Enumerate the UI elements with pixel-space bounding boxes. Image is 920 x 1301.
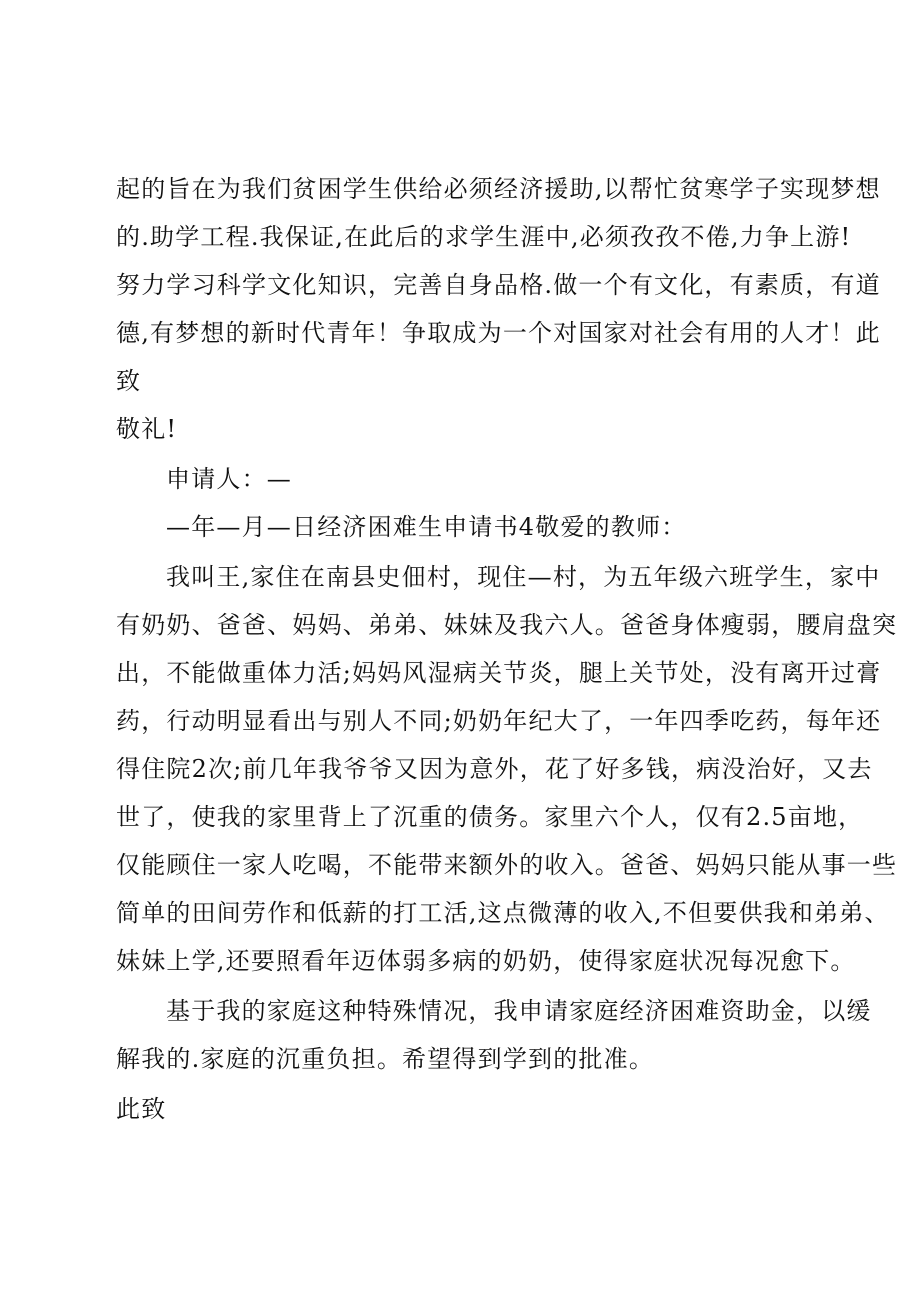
text-line: 仅能顾住一家人吃喝，不能带来额外的收入。爸爸、妈妈只能从事一些 (116, 851, 898, 879)
text-line: 得住院2次;前几年我爷爷又因为意外，花了好多钱，病没治好，又去 (116, 755, 873, 783)
text-line: 世了，使我的家里背上了沉重的债务。家里六个人，仅有2.5亩地， (116, 803, 864, 831)
paragraph-first-line: 基于我的家庭这种特殊情况，我申请家庭经济困难资助金，以缓 (166, 997, 872, 1025)
text-line: 的.助学工程.我保证,在此后的求学生涯中,必须孜孜不倦,力争上游! (116, 223, 852, 251)
text-line: 简单的田间劳作和低薪的打工活,这点微薄的收入,不但要供我和弟弟、 (116, 899, 890, 927)
text-line: 有奶奶、爸爸、妈妈、弟弟、妹妹及我六人。爸爸身体瘦弱，腰肩盘突 (116, 611, 898, 639)
closing-salutation: 此致 (116, 1095, 167, 1123)
date-and-heading-line: —年—月—日经济困难生申请书4敬爱的教师： (166, 513, 687, 541)
text-line: 出，不能做重体力活;妈妈风湿病关节炎，腿上关节处，没有离开过膏 (116, 659, 882, 687)
closing-salutation: 敬礼! (116, 415, 178, 443)
applicant-signature: 申请人：— (166, 465, 292, 493)
text-line: 起的旨在为我们贫困学生供给必须经济援助,以帮忙贫寒学子实现梦想 (116, 175, 881, 203)
text-line: 德,有梦想的新时代青年！争取成为一个对国家对社会有用的人才！此 (116, 319, 881, 347)
paragraph-first-line: 我叫王,家住在南县史佃村，现住—村，为五年级六班学生，家中 (166, 563, 881, 591)
text-line: 解我的.家庭的沉重负担。希望得到学到的批准。 (116, 1045, 655, 1073)
text-line: 妹妹上学,还要照看年迈体弱多病的奶奶，使得家庭状况每况愈下。 (116, 947, 856, 975)
text-line: 药，行动明显看出与别人不同;奶奶年纪大了，一年四季吃药，每年还 (116, 707, 882, 735)
text-line: 致 (116, 367, 142, 395)
text-line: 努力学习科学文化知识，完善自身品格.做一个有文化，有素质，有道 (116, 271, 881, 299)
